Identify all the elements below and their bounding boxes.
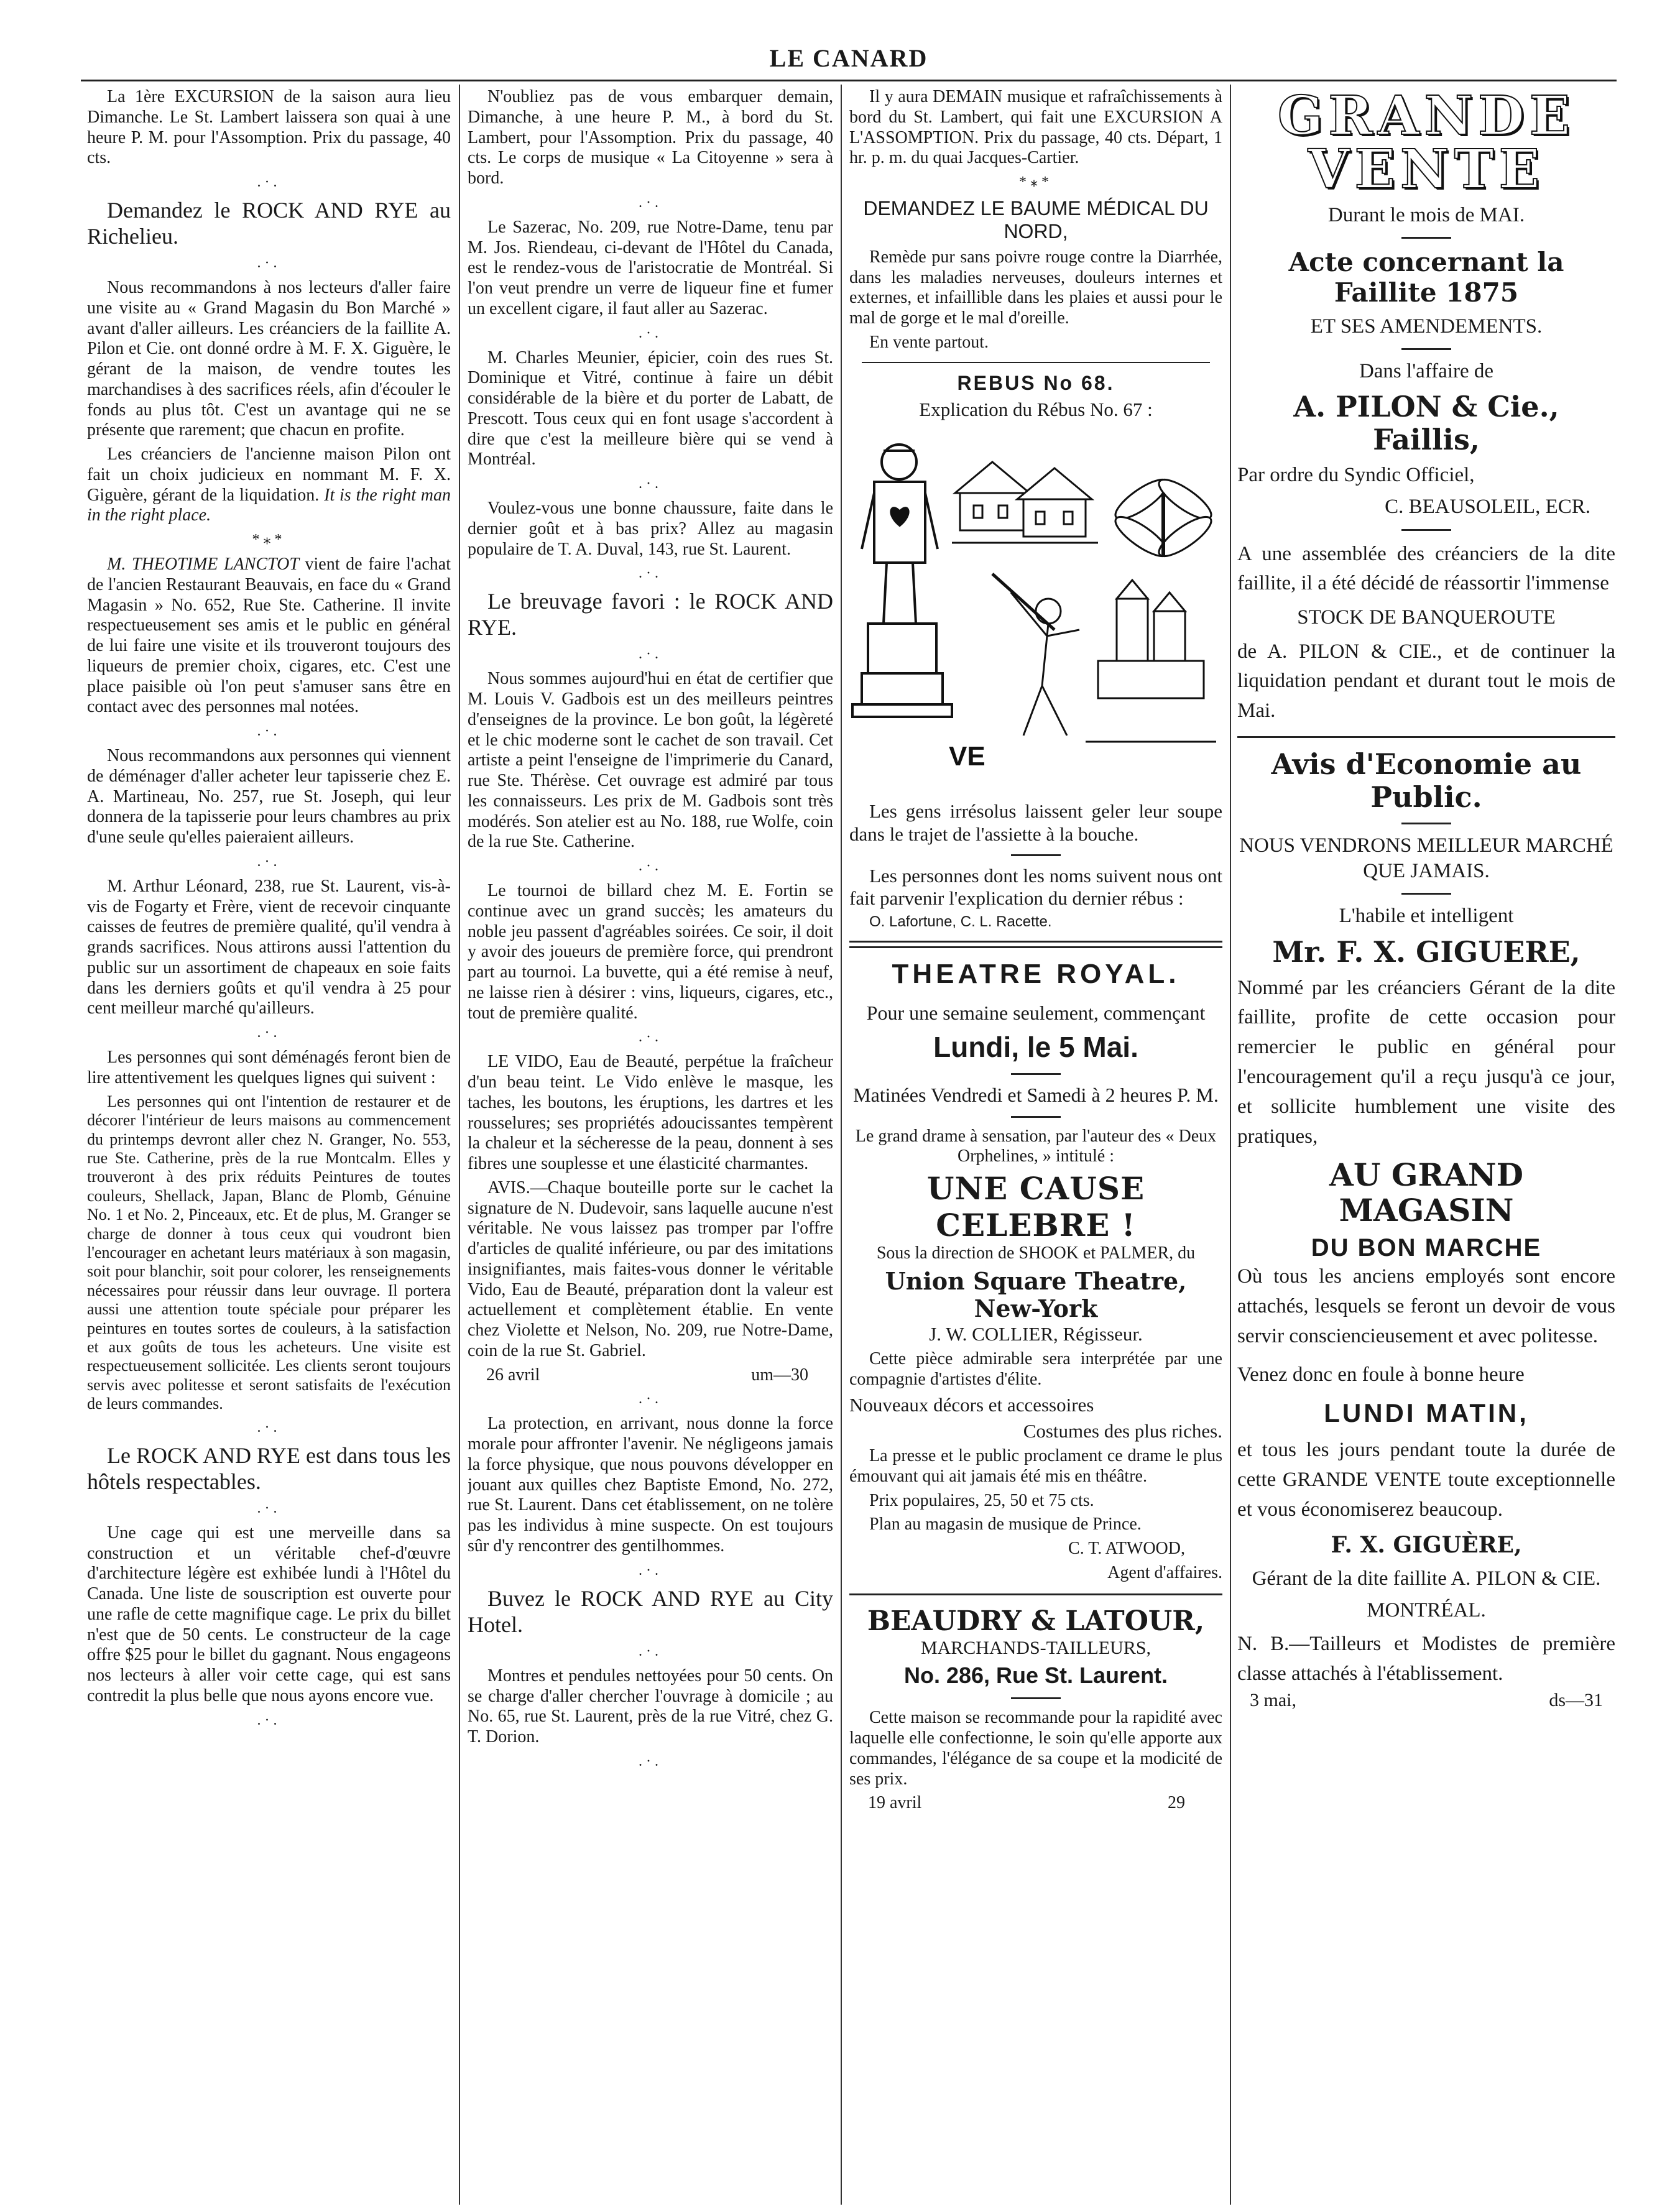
col4-date: 3 mai,	[1250, 1689, 1296, 1710]
beausoleil: C. BEAUSOLEIL, ECR.	[1385, 496, 1590, 519]
meilleur-marche: NOUS VENDRONS MEILLEUR MARCHÉ QUE JAMAIS.	[1239, 834, 1613, 883]
au-grand-magasin: AU GRAND MAGASIN	[1329, 1156, 1523, 1229]
beaudry-code: 29	[1168, 1793, 1185, 1813]
excursion-notice: La 1ère EXCURSION de la saison aura lieu Dimanche. Le St. Lambert laissera son quai à une heure P. M. pour l'Assomption. Prix du passage, 40 cts.	[87, 87, 451, 168]
venez-donc: Venez donc en foule à bonne heure	[1237, 1363, 1525, 1386]
baume-end: En vente partout.	[869, 332, 989, 352]
rule	[849, 946, 1222, 948]
du-bon-marche: DU BON MARCHE	[1311, 1234, 1542, 1261]
city-hotel-notice: Buvez le ROCK AND RYE au City Hotel.	[468, 1585, 833, 1637]
theatre-cast: Cette pièce admirable sera interprétée par une compagnie d'artistes d'élite.	[849, 1349, 1222, 1389]
dorion-notice: Montres et pendules nettoyées pour 50 cents. On se charge d'aller chercher l'ouvrage à domicile ; au No. 65, rue St. Laurent, près de la rue Vitré, chez G. T. Dorion.	[468, 1666, 833, 1747]
separator-stars: .·.	[257, 174, 281, 190]
masthead: LE CANARD	[769, 44, 928, 72]
theatre-venue: Union Square Theatre, New-York	[885, 1266, 1187, 1323]
theatre-direction: Sous la direction de SHOOK et PALMER, du	[876, 1243, 1196, 1263]
theatre-regisseur: J. W. COLLIER, Régisseur.	[929, 1322, 1143, 1345]
emond-notice: La protection, en arrivant, nous donne la force morale pour affronter l'avenir. Ne négligeons jamais la force physique, que nous pouvons développer en jouant aux quilles chez Baptiste Emond, No. 272, rue St. Laurent. Dans cet établissement, on ne tolère pas les individus à mine suspecte. On est toujours sûr d'y rencontrer des gentilhommes.	[468, 1414, 833, 1556]
rule	[1401, 823, 1451, 824]
baume-title: DEMANDEZ LE BAUME MÉDICAL DU NORD,	[863, 197, 1209, 243]
theatre-agent-role: Agent d'affaires.	[1107, 1562, 1222, 1582]
theatre-subtitle: Pour une semaine seulement, commençant	[866, 1001, 1206, 1024]
separator-stars: .·.	[639, 646, 662, 663]
montreal: MONTRÉAL.	[1367, 1598, 1486, 1621]
theatre-prices: Prix populaires, 25, 50 et 75 cts.	[869, 1490, 1094, 1510]
separator-stars: .·.	[257, 723, 281, 740]
rule	[849, 1593, 1222, 1595]
theatre-costumes: Costumes des plus riches.	[1023, 1419, 1222, 1442]
rebus-note: Les personnes dont les noms suivent nous ont fait parvenir l'explication du dernier rébus :	[849, 864, 1222, 910]
separator-stars: .·.	[639, 858, 662, 875]
martineau-notice: Nous recommandons aux personnes qui viennent de déménager d'aller acheter leur tapisserie chez E. A. Martineau, No. 257, rue St. Joseph, qui leur donnera de la tapisserie pour leurs chambres au prix d'une seule qu'elles paieraient ailleurs.	[87, 746, 451, 847]
theatre-play: UNE CAUSE CELEBRE !	[926, 1170, 1145, 1243]
separator-stars: .·.	[639, 476, 662, 492]
separator-stars: .·.	[639, 1029, 662, 1046]
theatre-press: La presse et le public proclament ce drame le plus émouvant qui ait jamais été mis en théâtre.	[849, 1446, 1222, 1486]
beaudry-address: No. 286, Rue St. Laurent.	[903, 1663, 1168, 1689]
column-divider	[841, 85, 842, 2205]
sazerac-notice: Le Sazerac, No. 209, rue Notre-Dame, tenu par M. Jos. Riendeau, ci-devant de l'Hôtel du Canada, est le rendez-vous de l'aristocratie de Montréal. Si l'on veut prendre un verre de liqueur fine et fumer un excellent cigare, il faut aller au Sazerac.	[468, 217, 833, 318]
theatre-title: THEATRE ROYAL.	[892, 959, 1180, 990]
assemblee: A une assemblée des créanciers de la dite faillite, il a été décidé de réassortir l'immense	[1237, 542, 1615, 595]
separator-stars: .·.	[639, 1391, 662, 1408]
beaudry-title: BEAUDRY & LATOUR,	[867, 1605, 1205, 1637]
vido-notice: LE VIDO, Eau de Beauté, perpétue la fraîcheur d'un beau teint. Le Vido enlève le masque, les taches, les boutons, les éruptions, les dartres et les rousselures; ses propriétés adoucissantes tempèrent la chaleur et la sécheresse de la peau, donnent à ses fibres une souplesse et une élasticité charmantes.	[468, 1052, 833, 1174]
column-divider	[459, 85, 460, 2205]
rebus-houses	[952, 462, 1098, 543]
nb-tailleurs: N. B.—Tailleurs et Modistes de première classe attachés à l'établissement.	[1237, 1633, 1615, 1685]
vido-code: um—30	[751, 1365, 808, 1385]
continuer-liquidation: de A. PILON & CIE., et de continuer la liquidation pendant et durant tout le mois de Mai.	[1237, 640, 1615, 722]
separator-stars: .·.	[257, 1500, 281, 1516]
embarquer-notice: N'oubliez pas de vous embarquer demain, Dimanche, à une heure P. M., à bord du St. Lambert, pour l'Assomption. Prix du passage, 40 cts. Le corps de musique « La Citoyenne » sera à bord.	[468, 87, 833, 188]
rule	[1237, 736, 1615, 738]
theatre-agent: C. T. ATWOOD,	[1068, 1539, 1185, 1559]
mois-de-mai: Durant le mois de MAI.	[1327, 204, 1525, 226]
rule	[1401, 348, 1451, 350]
separator-stars: .·.	[257, 1025, 281, 1041]
pilon-faillis: A. PILON & Cie., Faillis,	[1293, 390, 1559, 457]
dans-affaire: Dans l'affaire de	[1359, 360, 1494, 383]
rebus-statue	[852, 445, 952, 717]
rule	[1401, 529, 1451, 531]
column-3	[849, 87, 1222, 2201]
breuvage-notice: Le breuvage favori : le ROCK AND RYE.	[468, 589, 833, 640]
theatre-matinees: Matinées Vendredi et Samedi à 2 heures P. M.	[853, 1084, 1219, 1107]
column-divider	[1230, 85, 1231, 2205]
granger-notice: Les personnes qui ont l'intention de restaurer et de décorer l'intérieur de leurs maisons au commencement du printemps devront aller chez N. Granger, No. 553, rue Ste. Catherine, près de la rue Montcalm. Elles y trouveront à des prix réduits Peintures de toutes couleurs, Shellack, Japan, Blanc de Plomb, Génuine No. 1 et No. 2, Pinceaux, etc. Et de plus, M. Granger se charge de donner à tous ceux qui voudront bien l'encourager en achetant leurs matériaux à son magasin, soit pour blanchir, soit pour colorer, les renseignements nécessaires pour réussir dans leur ouvrage. Il portera aussi une attention toute spéciale pour préparer les peintures en toutes sortes de couleurs, à la satisfaction et aux goûts de tous les acheteurs. Une visite est respectueusement sollicitée. Les clients seront toujours servis avec politesse et seront satisfaits de l'exécution de leurs commandes.	[87, 1092, 451, 1413]
separator-stars: .·.	[257, 255, 281, 272]
rebus-church	[1086, 580, 1216, 742]
column-1	[87, 87, 451, 2201]
grande-vente-text: GRANDE VENTE	[1277, 87, 1576, 201]
acte-faillite: Acte concernant la Faillite 1875	[1288, 247, 1564, 308]
vido-date: 26 avril	[486, 1365, 540, 1385]
bon-marche-notice: Nous recommandons à nos lecteurs d'aller faire une visite au « Grand Magasin du Bon Marché » avant d'aller ailleurs. Les créanciers de la faillite A. Pilon et Cie. ont donné ordre à M. F. X. Giguère, le gérant de la maison, de vendre toutes les marchandises à des sacrifices réels, afin d'écouler le fonds au plus tôt. C'est un avantage qui ne se présente que rarement; que chacun en profite.	[87, 278, 451, 440]
demenagement-notice: Les personnes qui sont déménagés feront bien de lire attentivement les quelques lignes qui suivent :	[87, 1048, 451, 1087]
lundi-matin: LUNDI MATIN,	[1324, 1398, 1529, 1427]
rebus-names: O. Lafortune, C. L. Racette.	[869, 913, 1052, 931]
habile: L'habile et intelligent	[1339, 905, 1514, 928]
nomme-text: Nommé par les créanciers Gérant de la dite faillite, profite de cette occasion pour remercier le public en général pour l'encouragement qu'il a reçu jusqu'à ce jour, et sollicite humblement une visite des pratiques,	[1237, 976, 1615, 1148]
rebus-dragonfly	[1110, 474, 1216, 563]
vido-avis: AVIS.—Chaque bouteille porte sur le cachet la signature de N. Dudevoir, sans laquelle aucune n'est véritable. Ne vous laissez pas tromper par l'offre d'articles de qualité inférieure, ou par des imitations insignifiantes, mais faites-vous donner le véritable Vido, Eau de Beauté, préparation dont la valeur est actuellement et complètement établie. En vente chez Violette et Nelson, No. 209, rue Notre-Dame, coin de la rue St. Gabriel.	[468, 1178, 833, 1360]
rule	[862, 362, 1210, 363]
lanctot-name: M. THEOTIME LANCTOT	[107, 555, 299, 574]
theatre-plan: Plan au magasin de musique de Prince.	[869, 1515, 1142, 1534]
grande-vente-title	[1237, 87, 1615, 201]
rule	[1011, 1116, 1061, 1118]
rule	[1011, 854, 1061, 856]
col4-footer	[1237, 1689, 1615, 1711]
musique-notice: Il y aura DEMAIN musique et rafraîchissements à bord du St. Lambert, qui fait une EXCURSION A L'ASSOMPTION. Prix du passage, 40 cts. Départ, 1 hr. p. m. du quai Jacques-Cartier.	[849, 87, 1222, 168]
rule	[1011, 1697, 1061, 1699]
giguere-signature: F. X. GIGUÈRE,	[1331, 1532, 1522, 1559]
col4-code: ds—31	[1549, 1689, 1603, 1710]
giguere-name: Mr. F. X. GIGUERE,	[1272, 934, 1581, 969]
separator-stars: *⁎*	[1019, 174, 1053, 190]
pilon-notice-quote: It is the right man in the right place.	[87, 485, 451, 525]
gerant: Gérant de la dite faillite A. PILON & CIE.	[1252, 1567, 1601, 1590]
separator-stars: .·.	[639, 1562, 662, 1579]
column-4	[1237, 87, 1615, 2201]
separator-stars: .·.	[639, 194, 662, 211]
gadbois-notice: Nous sommes aujourd'hui en état de certifier que M. Louis V. Gadbois est un des meilleurs peintres d'enseignes de la province. Le bon goût, la légèreté et le chic moderne sont le cachet de son travail. Cet artiste a peint l'enseigne de l'imprimerie du Canard, rue Ste. Thérèse. Cet ouvrage est admiré par tous les connaisseurs. Les prix de M. Gadbois sont très modérés. Son atelier est au No. 188, rue Wolfe, coin de la rue Ste. Catherine.	[468, 669, 833, 852]
separator-stars: .·.	[257, 1419, 281, 1436]
theatre-date: Lundi, le 5 Mai.	[933, 1031, 1138, 1064]
syndic: Par ordre du Syndic Officiel,	[1237, 464, 1475, 487]
rule	[1011, 1073, 1061, 1075]
beaudry-date: 19 avril	[868, 1793, 922, 1813]
rebus-title: REBUS No 68.	[957, 371, 1115, 394]
tous-les-jours: et tous les jours pendant toute la durée de cette GRANDE VENTE toute exceptionnelle et vous économiserez beaucoup.	[1237, 1438, 1615, 1521]
amendements: ET SES AMENDEMENTS.	[1310, 315, 1543, 338]
rebus-answer: Les gens irrésolus laissent geler leur soupe dans le trajet de l'assiette à la bouche.	[849, 800, 1222, 845]
rebus-ve-label: VE	[949, 741, 985, 772]
separator-stars: .·.	[639, 565, 662, 582]
leonard-notice: M. Arthur Léonard, 238, rue St. Laurent, vis-à-vis de Fogarty et Frère, vient de recevoir cinquante caisses de feutres de première qualité, qu'il vendra à grands sacrifices. Nous attirons aussi l'attention du public sur un assortiment de chapeaux en soie faits dans les derniers goûts et qu'il vendra à 25 pour cent meilleur marché qu'ailleurs.	[87, 876, 451, 1018]
beaudry-subtitle: MARCHANDS-TAILLEURS,	[920, 1638, 1152, 1659]
baume-text: Remède pur sans poivre rouge contre la Diarrhée, dans les maladies nerveuses, douleurs internes et externes, et infaillible dans les plaies et aussi pour le mal de gorge et le mal d'oreille.	[849, 247, 1222, 328]
rule	[1401, 893, 1451, 895]
separator-stars: .·.	[257, 1712, 281, 1728]
theatre-drama: Le grand drame à sensation, par l'auteur des « Deux Orphelines, » intitulé :	[855, 1126, 1217, 1166]
billard-notice: Le tournoi de billard chez M. E. Fortin se continue avec un grand succès; les amateurs du noble jeu passent d'agréables soirées. Ce soir, il doit y avoir des joueurs de première force, qui prendront part au tournoi. La buvette, qui a été remise à neuf, ne laisse rien à désirer : vins, liqueurs, cigares, etc., tout de première qualité.	[468, 881, 833, 1023]
duval-notice: Voulez-vous une bonne chaussure, faite dans le dernier goût et à bas prix? Allez au magasin populaire de T. A. Duval, 143, rue St. Laurent.	[468, 499, 833, 559]
pilon-notice-text: Les créanciers de l'ancienne maison Pilon ont fait un choix judicieux en nommant M. F. X. Giguère, gérant de la liquidation.	[87, 445, 451, 505]
separator-stars: .·.	[257, 853, 281, 870]
rebus-illustration	[849, 425, 1216, 798]
beaudry-text: Cette maison se recommande pour la rapidité avec laquelle elle confectionne, le soin qu'elle apporte aux commandes, l'élégance de sa coupe et la modicité de ses prix.	[849, 1708, 1222, 1789]
rock-and-rye-ad: Demandez le ROCK AND RYE au Richelieu.	[87, 198, 451, 249]
rule	[849, 941, 1222, 943]
top-rule	[81, 80, 1617, 81]
anciens-employes: Où tous les anciens employés sont encore attachés, lesquels se feront un devoir de vous servir consciencieusement et avec politesse.	[1237, 1265, 1615, 1348]
separator-stars: *⁎*	[252, 532, 286, 548]
vido-footer	[468, 1365, 833, 1386]
lanctot-text: vient de faire l'achat de l'ancien Restaurant Beauvais, en face du « Grand Magasin » No. 652, Rue Ste. Catherine. Il invite respectueusement ses amis et le public en général de lui faire une visite et ils trouveront toujours des liqueurs de premier choix, cigares, etc. C'est une place paisible où l'on peut s'amuser sans être en contact avec des personnes mal notées.	[87, 555, 451, 717]
cage-notice: Une cage qui est une merveille dans sa construction et un véritable chef-d'œuvre d'architecture légère est exhibée lundi à l'Hôtel du Canada. Une liste de souscription est ouverte pour une rafle de cette magnifique cage. Le prix du billet n'est que de 50 cents. Le constructeur de la cage offre $25 pour le billet du gagnant. Nous engageons nos lecteurs à aller voir cette cage, qui est sans contredit la plus belle que nous ayons encore vue.	[87, 1523, 451, 1705]
rebus-hunter	[992, 574, 1079, 736]
pilon-notice	[87, 445, 451, 526]
separator-stars: .·.	[639, 1753, 662, 1769]
stock-banqueroute: STOCK DE BANQUEROUTE	[1297, 606, 1556, 629]
rule	[1401, 237, 1451, 239]
meunier-notice: M. Charles Meunier, épicier, coin des rues St. Dominique et Vitré, continue à faire un débit considérable de la bière et du porter de Labatt, de Prescott. Tous ceux qui en font usage s'accordent à dire que c'est la meilleure bière qui se vend à Montréal.	[468, 348, 833, 469]
column-2	[468, 87, 833, 2201]
rock-and-rye-hotels: Le ROCK AND RYE est dans tous les hôtels respectables.	[87, 1442, 451, 1494]
avis-economie: Avis d'Economie au Public.	[1271, 747, 1582, 814]
lanctot-notice	[87, 555, 451, 717]
separator-stars: .·.	[639, 325, 662, 341]
beaudry-footer	[849, 1793, 1222, 1814]
separator-stars: .·.	[639, 1643, 662, 1659]
theatre-decor: Nouveaux décors et accessoires	[849, 1393, 1094, 1416]
rebus-subtitle: Explication du Rébus No. 67 :	[919, 399, 1153, 421]
